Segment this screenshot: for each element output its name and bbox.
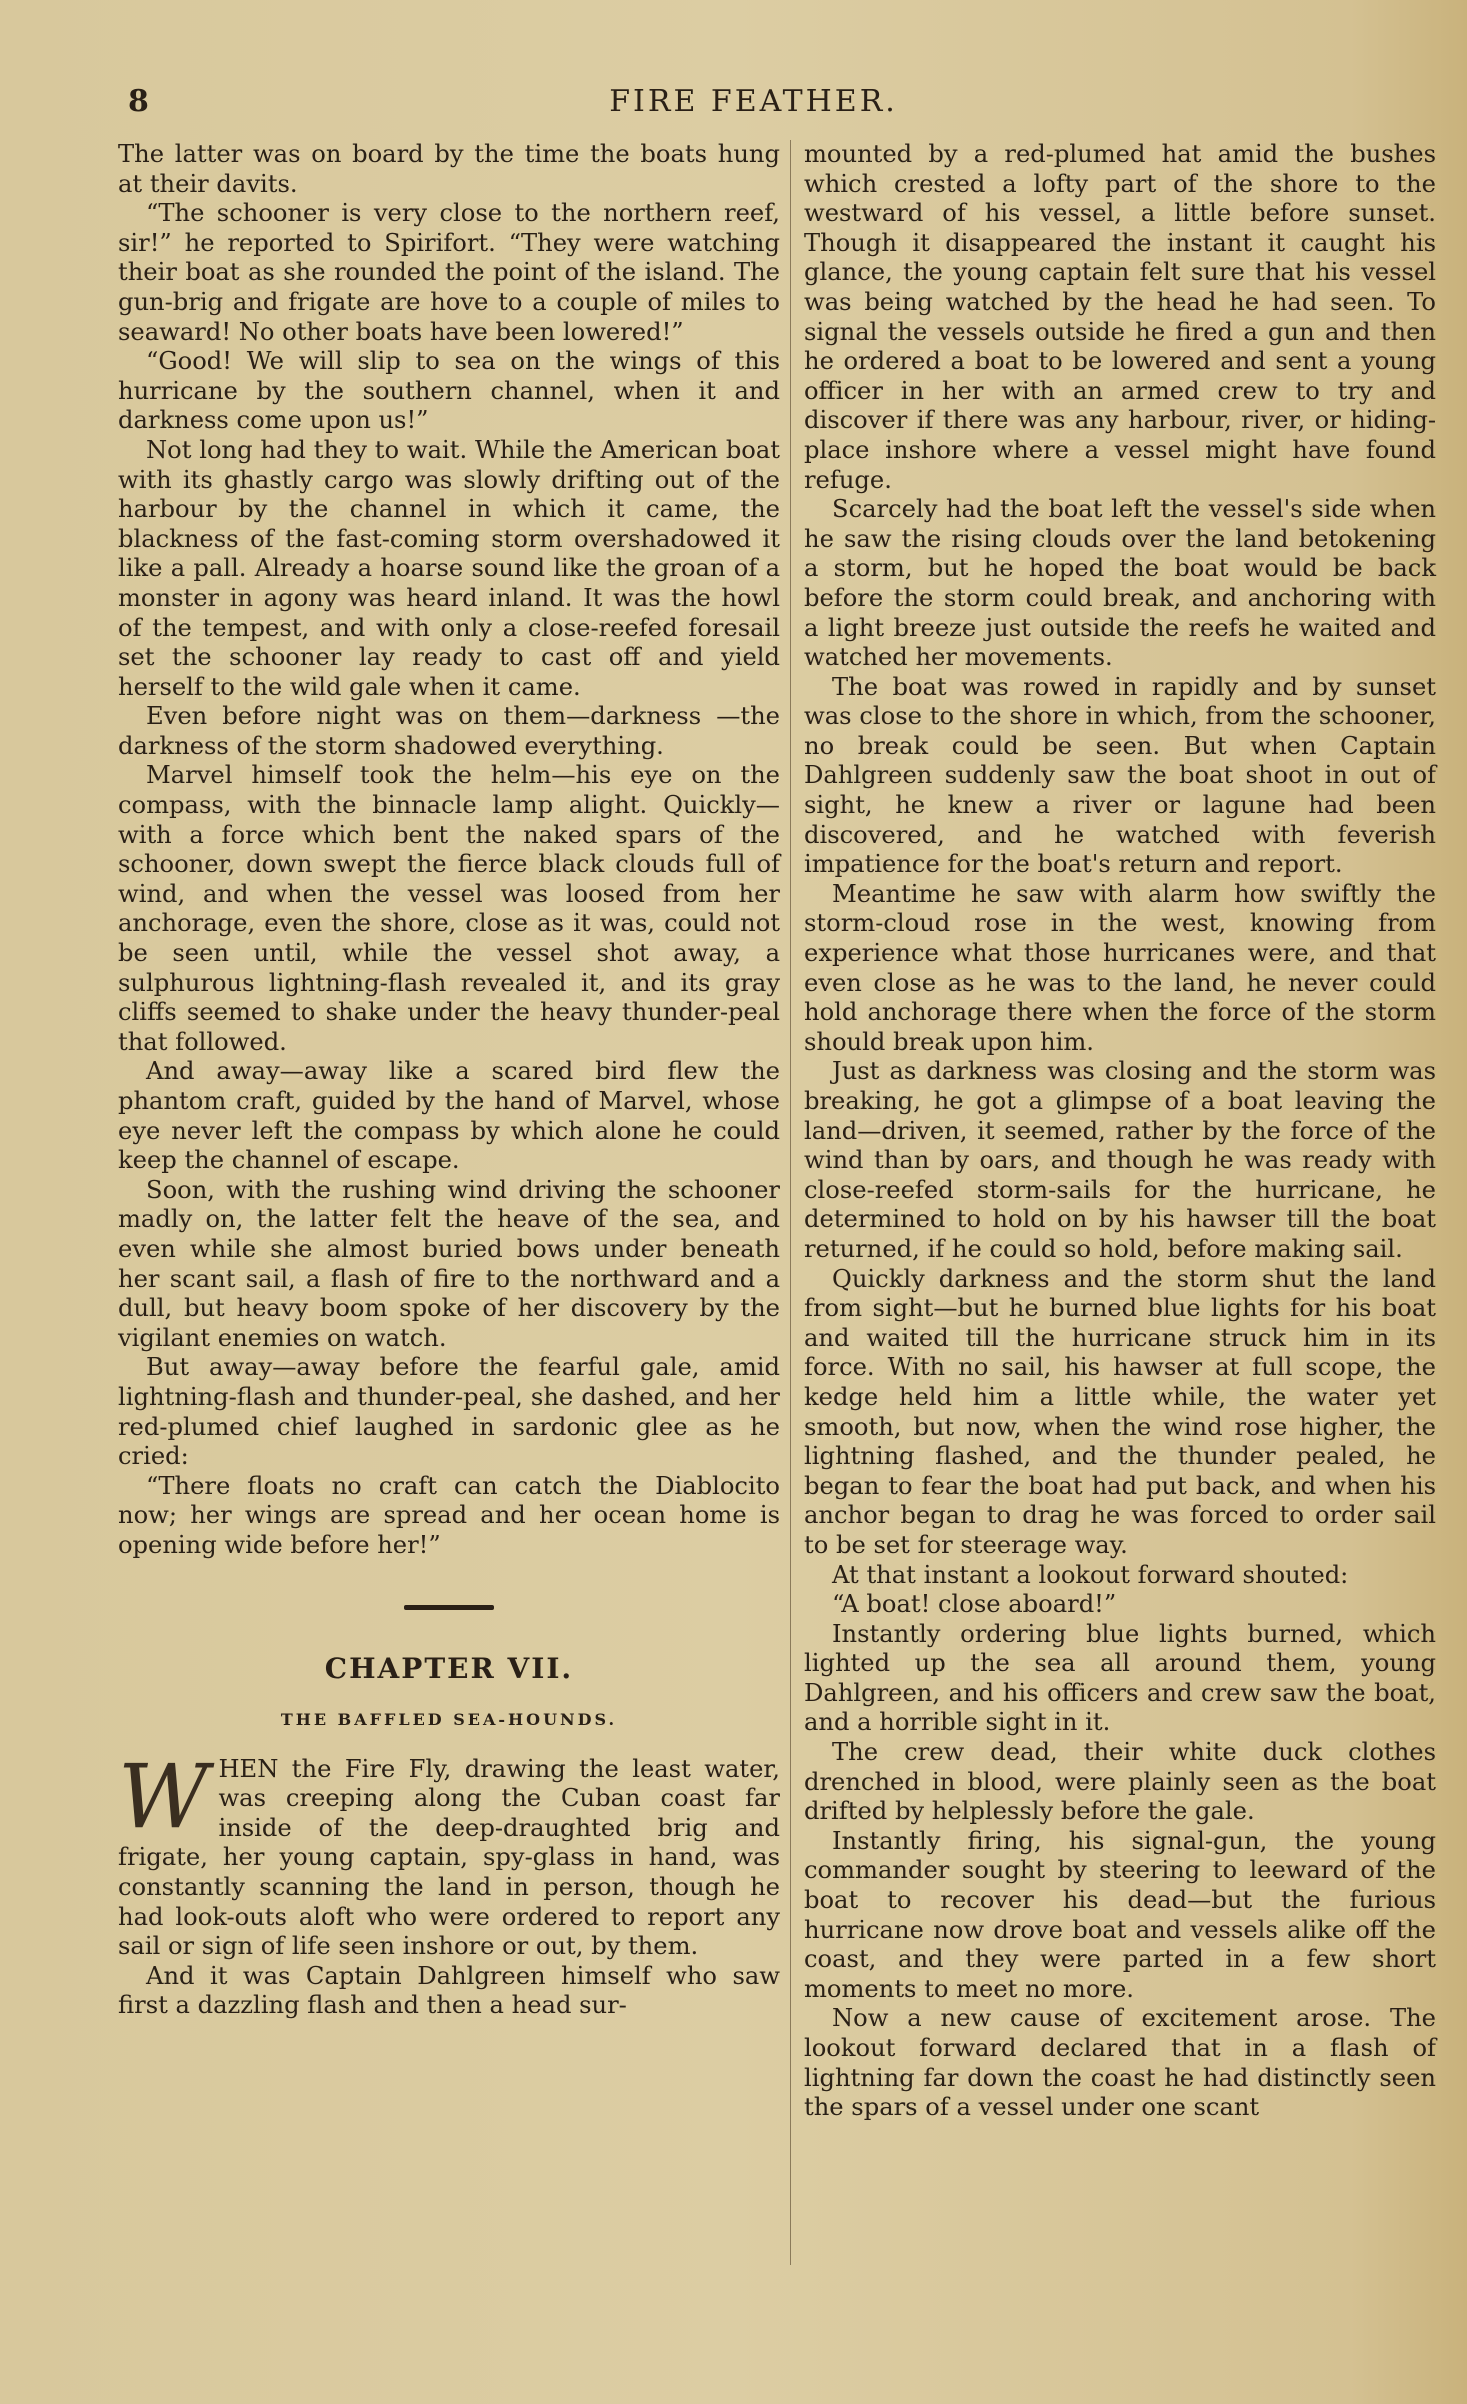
paragraph: At that instant a lookout forward shouted:: [832, 1560, 1349, 1589]
chapter-opening: [118, 1744, 780, 1962]
chapter-title: CHAPTER VII.: [324, 1651, 574, 1685]
paragraph: And it was Captain Dahlgreen himself who saw first a dazzling flash and then a head sur-: [118, 1961, 780, 2020]
drop-cap: W: [118, 1744, 209, 1848]
paragraph: Instantly ordering blue lights burned, which lighted up the sea all around them, young Dahlgreen, and his officers and crew saw the boat, and a horrible sight in it.: [804, 1619, 1436, 1737]
paragraph: “The schooner is very close to the northern reef, sir!” he reported to Spirifort. “They were watching their boat as she rounded the point of the island. The gun-brig and frigate are hove to a couple of miles to seaward! No other boats have been lowered!”: [118, 199, 780, 346]
running-title: FIRE FEATHER.: [609, 84, 898, 119]
paragraph: Now a new cause of excitement arose. The lookout forward declared that in a flash of lightning far down the coast he had distinctly seen the spars of a vessel under one scant: [804, 2004, 1436, 2122]
column-divider: [790, 140, 791, 2265]
opening-paragraph: HEN the Fire Fly, drawing the least water, was creeping along the Cuban coast far inside of the deep-draughted brig and frigate, her young captain, spy-glass in hand, was constantly scanning the land in person, though he had look-outs aloft who were ordered to report any sail or sign of life seen inshore or out, by them.: [118, 1754, 780, 1961]
left-column: [118, 140, 780, 2021]
paragraph: Scarcely had the boat left the vessel's side when he saw the rising clouds over the land betokening a storm, but he hoped the boat would be back before the storm could break, and anchoring with a light breeze just outside the reefs he waited and watched her movements.: [804, 495, 1436, 672]
paragraph: Soon, with the rushing wind driving the schooner madly on, the latter felt the heave of the sea, and even while she almost buried bows under beneath her scant sail, a flash of fire to the northward and a dull, but heavy boom spoke of her discovery by the vigilant enemies on watch.: [118, 1175, 780, 1352]
chapter-subtitle: THE BAFFLED SEA-HOUNDS.: [280, 1710, 618, 1730]
paragraph: Marvel himself took the helm—his eye on the compass, with the binnacle lamp alight. Quickly—with a force which bent the naked spars of the schooner, down swept the fierce black clouds full of wind, and when the vessel was loosed from her anchorage, even the shore, close as it was, could not be seen until, while the vessel shot away, a sulphurous lightning-flash revealed it, and its gray cliffs seemed to shake under the heavy thunder-peal that followed.: [118, 761, 780, 1056]
paragraph: But away—away before the fearful gale, amid lightning-flash and thunder-peal, she dashed, and her red-plumed chief laughed in sardonic glee as he cried:: [118, 1353, 780, 1471]
paragraph: Instantly firing, his signal-gun, the young commander sought by steering to leeward of the boat to recover his dead—but the furious hurricane now drove boat and vessels alike off the coast, and they were parted in a few short moments to meet no more.: [804, 1826, 1436, 2003]
paragraph: mounted by a red-plumed hat amid the bushes which crested a lofty part of the shore to the westward of his vessel, a little before sunset. Though it disappeared the instant it caught his glance, the young captain felt sure that his vessel was being watched by the head he had seen. To signal the vessels outside he fired a gun and then he ordered a boat to be lowered and sent a young officer in her with an armed crew to try and discover if there was any harbour, river, or hiding-place inshore where a vessel might have found refuge.: [804, 140, 1436, 494]
paragraph: The boat was rowed in rapidly and by sunset was close to the shore in which, from the schooner, no break could be seen. But when Captain Dahlgreen suddenly saw the boat shoot in out of sight, he knew a river or lagune had been discovered, and he watched with feverish impatience for the boat's return and report.: [804, 672, 1436, 879]
right-column: [804, 140, 1436, 2123]
page-number: 8: [128, 84, 149, 119]
paragraph: Meantime he saw with alarm how swiftly the storm-cloud rose in the west, knowing from experience what those hurricanes were, and that even close as he was to the land, he never could hold anchorage there when the force of the storm should break upon him.: [804, 879, 1436, 1056]
page-header: [120, 80, 1387, 130]
paragraph: Quickly darkness and the storm shut the land from sight—but he burned blue lights for his boat and waited till the hurricane struck him in its force. With no sail, his hawser at full scope, the kedge held him a little while, the water yet smooth, but now, when the wind rose higher, the lightning flashed, and the thunder pealed, he began to fear the boat had put back, and when his anchor began to drag he was forced to order sail to be set for steerage way.: [804, 1264, 1436, 1559]
paragraph: “There floats no craft can catch the Diablocito now; her wings are spread and her ocean home is opening wide before her!”: [118, 1471, 780, 1559]
paragraph: Not long had they to wait. While the American boat with its ghastly cargo was slowly drifting out of the harbour by the channel in which it came, the blackness of the fast-coming storm overshadowed it like a pall. Already a hoarse sound like the groan of a monster in agony was heard inland. It was the howl of the tempest, and with only a close-reefed foresail set the schooner lay ready to cast off and yield herself to the wild gale when it came.: [118, 435, 780, 701]
paragraph: “A boat! close aboard!”: [832, 1590, 1117, 1619]
paragraph: “Good! We will slip to sea on the wings of this hurricane by the southern channel, when it and darkness come upon us!”: [118, 347, 780, 435]
paragraph: Just as darkness was closing and the storm was breaking, he got a glimpse of a boat leaving the land—driven, it seemed, rather by the force of the wind than by oars, and though he was ready with close-reefed storm-sails for the hurricane, he determined to hold on by his hawser till the boat returned, if he could so hold, before making sail.: [804, 1057, 1436, 1263]
paragraph: The latter was on board by the time the boats hung at their davits.: [118, 140, 780, 198]
paragraph: The crew dead, their white duck clothes drenched in blood, were plainly seen as the boat drifted by helplessly before the gale.: [804, 1738, 1436, 1826]
paragraph: And away—away like a scared bird flew the phantom craft, guided by the hand of Marvel, whose eye never left the compass by which alone he could keep the channel of escape.: [118, 1057, 780, 1175]
paragraph: Even before night was on them—darkness —the darkness of the storm shadowed everything.: [118, 702, 780, 760]
section-divider: [404, 1605, 494, 1610]
